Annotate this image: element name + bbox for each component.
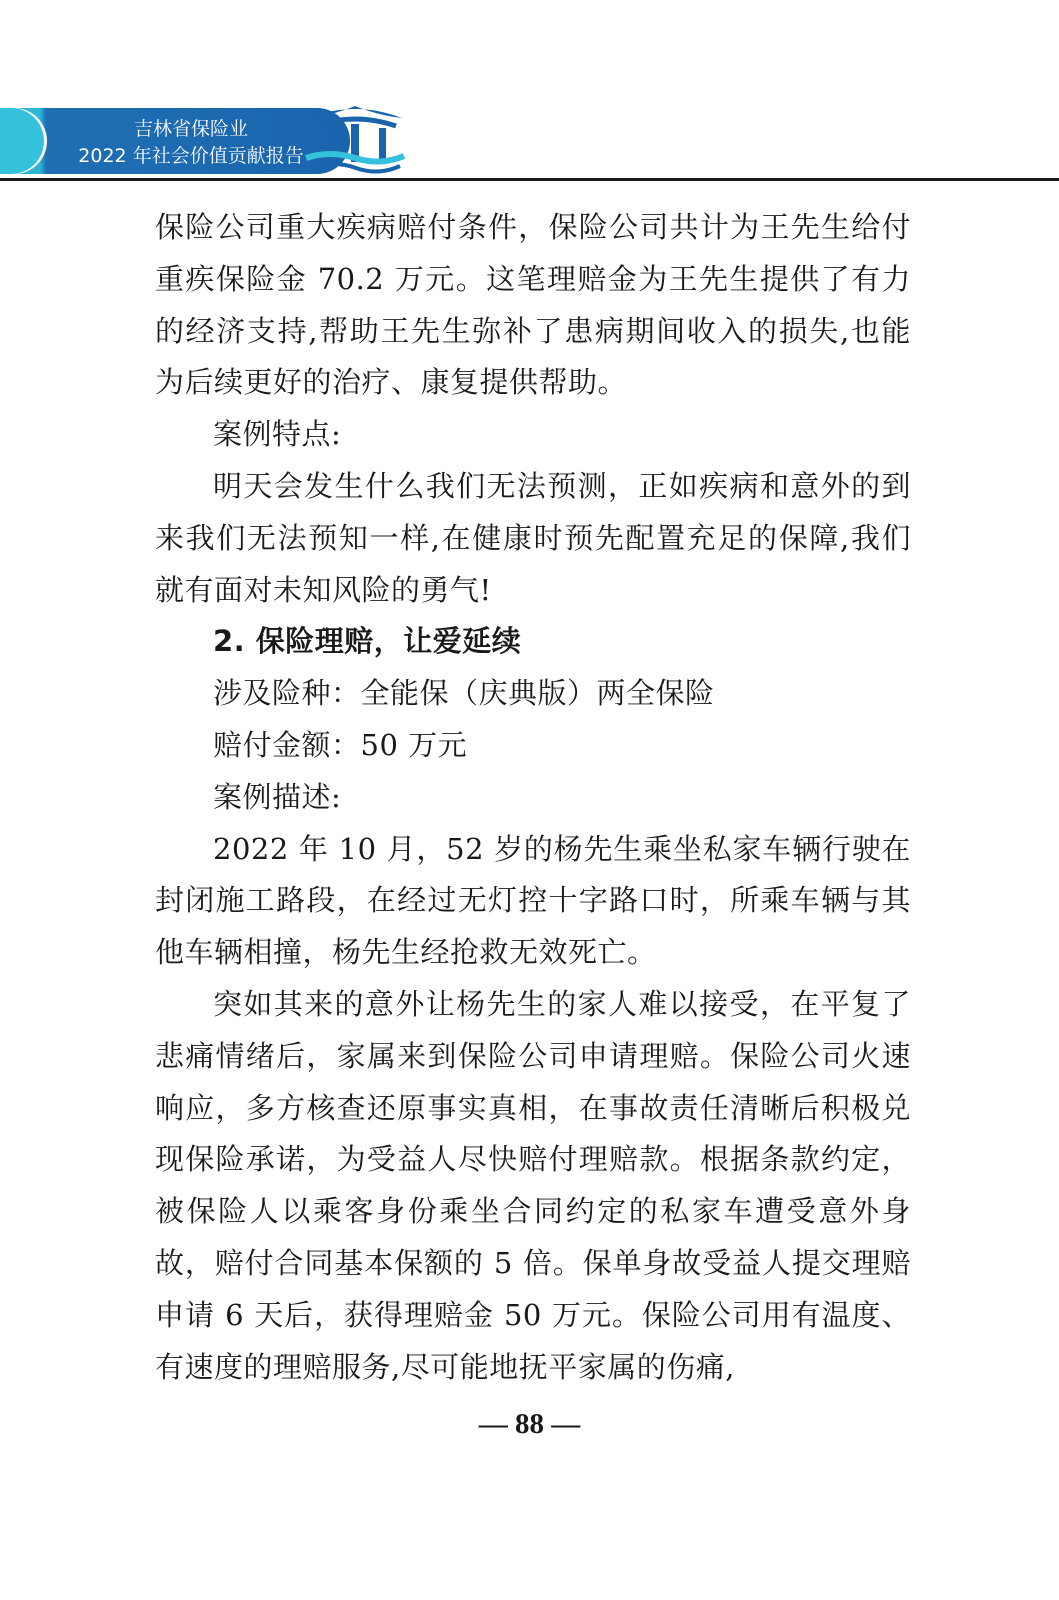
- case-feature-label: 案例特点:: [213, 417, 342, 452]
- paragraph-claim-result: 保险公司重大疾病赔付条件，保险公司共计为王先生给付重疾保险金 70.2 万元。这笔理赔金为王先生提供了有力的经济支持,帮助王先生弥补了患病期间收入的损失,也能为后续更好的治疗、康复提供帮助。: [155, 210, 911, 400]
- header-rule: [0, 178, 1059, 181]
- case-description-label: 案例描述:: [213, 779, 342, 814]
- report-title-line2: 2022 年社会价值贡献报告: [78, 145, 304, 167]
- claim-amount-line: 赔付金额：50 万元: [213, 727, 468, 762]
- paragraph-claim-process: 突如其来的意外让杨先生的家人难以接受，在平复了悲痛情绪后，家属来到保险公司申请理赔。保险公司火速响应，多方核查还原事实真相，在事故责任清晰后积极兑现保险承诺，为受益人尽快赔付理赔款。根据条款约定，被保险人以乘客身份乘坐合同约定的私家车遭受意外身故，赔付合同基本保额的 5 倍。保单身故受益人提交理赔申请 6 天后，获得理赔金 50 万元。保险公司用有温度、有速度的理赔服务,尽可能地抚平家属的伤痛,: [155, 986, 911, 1384]
- page-body: [155, 202, 911, 1393]
- paragraph-accident: 2022 年 10 月，52 岁的杨先生乘坐私家车辆行驶在封闭施工路段，在经过无灯控十字路口时，所乘车辆与其他车辆相撞，杨先生经抢救无效死亡。: [155, 831, 911, 970]
- section-heading: 2. 保险理赔，让爱延续: [213, 624, 522, 659]
- page-number: — 88 —: [478, 1408, 581, 1440]
- header-tab-accent: [0, 108, 44, 174]
- insurance-type-line: 涉及险种：全能保（庆典版）两全保险: [213, 676, 715, 711]
- report-header: [0, 108, 1059, 184]
- report-title-line1: 吉林省保险业: [133, 118, 248, 140]
- pavilion-logo-icon: [300, 96, 410, 180]
- paragraph-case-feature: 明天会发生什么我们无法预测，正如疾病和意外的到来我们无法预知一样,在健康时预先配置充足的保障,我们就有面对未知风险的勇气!: [155, 468, 911, 607]
